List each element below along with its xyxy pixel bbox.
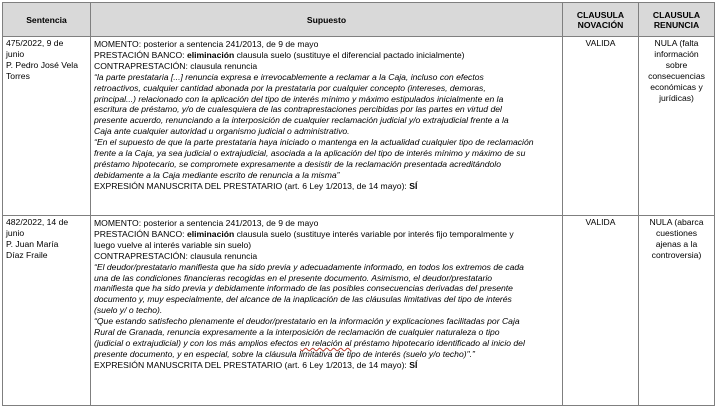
renuncia-line: consecuencias [648,70,705,81]
renuncia-line: NULA (abarca [649,217,704,227]
quote-line: préstamo hipotecario, se compromete expresamente a desistir de la reclamación presentada acreditándolo [94,158,501,169]
prestacion-bold: eliminación [186,228,235,239]
quote-line: “la parte prestataria [...] renuncia expresa e irrevocablemente a reclamar a la Caja, incluso con efectos [94,71,484,82]
expresion-text [94,360,559,371]
sentencia-cell [3,37,91,216]
novacion-value: VALIDA [585,38,616,48]
prestacion-suffix-line: luego vuelve al interés variable sin suelo) [94,239,252,250]
renuncia-line: cuestiones [655,227,698,238]
expresion-text [94,181,559,192]
quote-line: “En el supuesto de que la parte prestataria haya iniciado o mantenga en la actualidad cualquier tipo de reclamación [94,137,534,148]
prestacion-bold: eliminación [186,49,235,60]
quote-line-post: préstamo hipotecario identificado al inicio del [351,337,525,348]
quote-line: una de las condiciones financieras recogidas en el presente documento. Asimismo, el deudor/prestatario [94,272,493,283]
renuncia-cell [639,37,715,216]
sentencia-line: 475/2022, 9 de [6,38,64,48]
prestacion-suffix: clausula suelo (sustituye interés variable por interés fijo temporalmente y [234,228,514,239]
novacion-cell [563,216,639,406]
quote-line: retroactivos, cualquier cantidad abonada por la prestataria por cualquier concepto (intereses, demoras, [94,82,486,93]
table-row [3,37,715,216]
supuesto-cell [91,37,563,216]
novacion-cell [563,37,639,216]
renuncia-line: sobre [665,59,688,70]
sentencia-line: junio [6,227,25,238]
quote-line: “Que estando satisfecho plenamente el deudor/prestatario en la información y explicaciones facilitadas por Caja [94,316,520,327]
quote-line: presente documento, y en especial, sobre la cláusula limitativa de tipo de interés (suelo y/o techo)".” [94,348,475,359]
quote-line: Rural de Granada, renuncia expresamente a la interposición de reclamación de cualquier naturaleza o tipo [94,327,500,338]
quote-line: documento y, muy especialmente, del alcance de la inaplicación de las cláusulas limitativas del tipo de interés [94,294,512,305]
renuncia-cell [639,216,715,406]
sentencia-line: P. Pedro José Vela [6,59,78,70]
prestacion-text [94,229,559,240]
renuncia-line: NULA (falta [654,38,699,48]
quote-line: frente a la Caja, ya sea judicial o extrajudicial, asociada a la aplicación del tipo de interés mínimo y máximo de su [94,148,526,159]
quote-line: manifiesta que ha sido previa y debidamente informado de las posibles consecuencias derivadas del presente [94,283,513,294]
prestacion-prefix: PRESTACIÓN BANCO: [94,228,187,239]
quote-line [94,338,559,349]
sentencia-line: Torres [6,70,30,81]
quote-line: principal...) relacionado con la aplicación del tipo de interés mínimo y máximo estipulados inicialmente en la [94,93,504,104]
expresion-prefix: EXPRESIÓN MANUSCRITA DEL PRESTATARIO (art. 6 Ley 1/2013, de 14 mayo): [94,359,410,370]
prestacion-suffix: clausula suelo (sustituye el diferencial pactado inicialmente) [234,49,465,60]
quote-line: presente acuerdo, renunciando a la interposición de cualquier reclamación judicial y/o extrajudicial frente a la [94,115,509,126]
expresion-prefix: EXPRESIÓN MANUSCRITA DEL PRESTATARIO (art. 6 Ley 1/2013, de 14 mayo): [94,180,410,191]
renuncia-line: información [654,48,699,59]
header-novacion: CLAUSULA NOVACIÓN [563,3,639,37]
sentencia-cell [3,216,91,406]
prestacion-prefix: PRESTACIÓN BANCO: [94,49,187,60]
supuesto-cell [91,216,563,406]
sentencia-line: junio [6,48,25,59]
contraprestacion-text: CONTRAPRESTACIÓN: clausula renuncia [94,250,258,261]
jurisprudence-table [2,2,715,406]
quote-line: debidamente a la Caja mediante escrito de renuncia a la misma” [94,169,340,180]
expresion-bold: SÍ [409,180,418,191]
quote-line: Caja ante cualquier autoridad u organismo judicial o administrativo. [94,126,350,137]
quote-line-pre: (judicial o extrajudicial) y con los más amplios efectos [94,337,301,348]
quote-line: escritura de préstamo, y/o de cualesquiera de las contraprestaciones percibidas por las partes en virtud del [94,104,502,115]
renuncia-line: jurídicas) [659,92,694,103]
sentencia-line: Díaz Fraile [6,249,48,260]
prestacion-text [94,50,559,61]
renuncia-line: económicas y [650,81,703,92]
novacion-value: VALIDA [585,217,616,227]
expresion-bold: SÍ [409,359,418,370]
table-row [3,216,715,406]
quote-line: “El deudor/prestatario manifiesta que ha sido previa y adecuadamente informado, en todos los extremos de cada [94,261,524,272]
header-supuesto: Supuesto [91,3,563,37]
sentencia-line: 482/2022, 14 de [6,217,69,227]
renuncia-line: controversia) [651,249,702,260]
renuncia-line: ajenas a la [655,238,698,249]
momento-text: MOMENTO: posterior a sentencia 241/2013, de 9 de mayo [94,39,319,49]
header-sentencia: Sentencia [3,3,91,37]
momento-text: MOMENTO: posterior a sentencia 241/2013, de 9 de mayo [94,218,319,228]
quote-line: (suelo y/ o techo). [94,305,163,316]
spellcheck-flag: en relación al [300,337,352,348]
header-renuncia: CLAUSULA RENUNCIA [639,3,715,37]
contraprestacion-text: CONTRAPRESTACIÓN: clausula renuncia [94,60,258,71]
sentencia-line: P. Juan María [6,238,59,249]
header-row [3,3,715,37]
